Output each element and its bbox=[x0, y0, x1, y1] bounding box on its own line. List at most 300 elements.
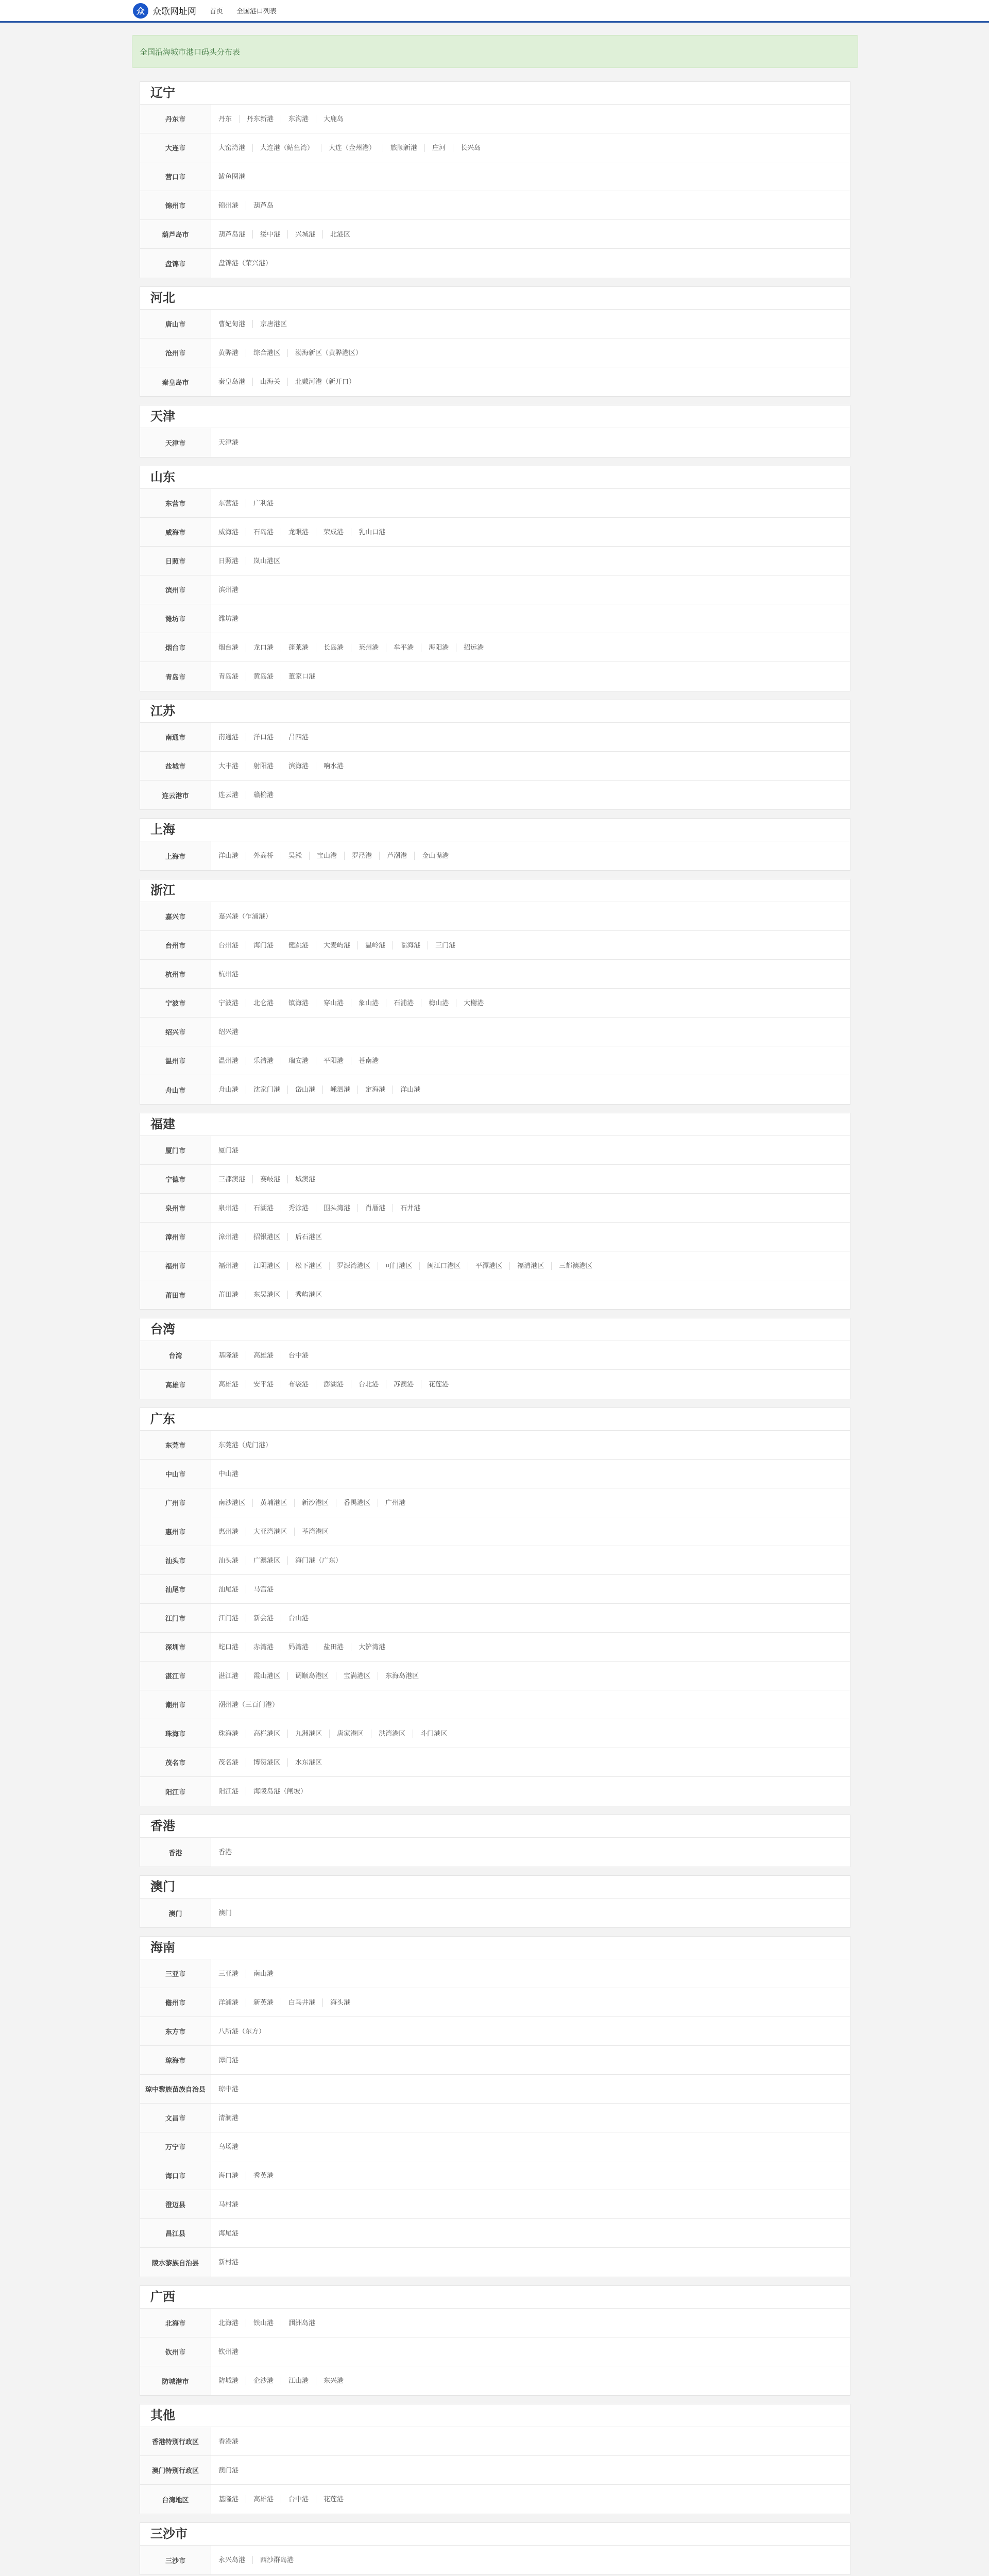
port-list bbox=[211, 220, 365, 248]
port-link[interactable]: 综合港区 bbox=[246, 349, 287, 357]
city-row bbox=[140, 191, 850, 220]
port-link[interactable]: 射阳港 bbox=[246, 762, 281, 770]
port-link[interactable]: 澎湖港 bbox=[316, 1380, 351, 1388]
city-row bbox=[140, 931, 850, 960]
port-link[interactable]: 清澜港 bbox=[218, 2113, 239, 2122]
port-link[interactable]: 绍兴港 bbox=[218, 1027, 239, 1036]
city-name: 沧州市 bbox=[140, 338, 211, 367]
port-link[interactable]: 洋山港 bbox=[218, 852, 239, 859]
port-link[interactable]: 城澳港 bbox=[287, 1175, 322, 1183]
port-link[interactable]: 洋口港 bbox=[246, 733, 281, 741]
port-list bbox=[211, 2161, 288, 2190]
port-link[interactable]: 珠海港 bbox=[218, 1729, 239, 1737]
port-link[interactable]: 高雄港 bbox=[246, 1351, 281, 1360]
port-link[interactable]: 穿山港 bbox=[316, 999, 351, 1007]
city-row bbox=[140, 249, 850, 278]
port-link[interactable]: 外高桥 bbox=[246, 852, 281, 860]
port-link[interactable]: 番禺港区 bbox=[336, 1499, 378, 1507]
city-row bbox=[140, 2046, 850, 2075]
port-link[interactable]: 招银港区 bbox=[246, 1233, 287, 1241]
port-link[interactable]: 烟台港 bbox=[218, 643, 239, 651]
port-link[interactable]: 湛江港 bbox=[218, 1671, 239, 1680]
city-name: 澄迈县 bbox=[140, 2190, 211, 2218]
port-link[interactable]: 肖厝港 bbox=[357, 1204, 393, 1212]
port-link[interactable]: 南沙港区 bbox=[218, 1498, 246, 1506]
port-list bbox=[211, 841, 463, 870]
port-link[interactable]: 大榭港 bbox=[456, 999, 491, 1007]
port-list bbox=[211, 902, 286, 930]
port-link[interactable]: 惠州港 bbox=[218, 1527, 239, 1535]
port-link[interactable]: 高栏港区 bbox=[246, 1730, 287, 1738]
port-link[interactable]: 瑞安港 bbox=[281, 1057, 316, 1065]
port-link[interactable]: 东营港 bbox=[218, 499, 239, 507]
port-link[interactable]: 斗门港区 bbox=[413, 1730, 454, 1738]
port-link[interactable]: 滨州港 bbox=[218, 585, 239, 594]
port-link[interactable]: 渤海新区（黄骅港区） bbox=[287, 349, 369, 357]
port-link[interactable]: 宁波港 bbox=[218, 998, 239, 1007]
province-title: 浙江 bbox=[140, 879, 850, 902]
port-link[interactable]: 石岛港 bbox=[246, 528, 281, 536]
province-section bbox=[140, 405, 850, 457]
port-link[interactable]: 盐田港 bbox=[316, 1643, 351, 1651]
port-list bbox=[211, 2546, 308, 2574]
port-link[interactable]: 东吴港区 bbox=[246, 1291, 287, 1299]
port-list bbox=[211, 1517, 343, 1546]
port-link[interactable]: 葫芦岛 bbox=[246, 201, 281, 210]
port-list bbox=[211, 1633, 400, 1661]
port-link[interactable]: 澳门 bbox=[218, 1909, 232, 1917]
port-list bbox=[211, 518, 400, 546]
port-link[interactable]: 马村港 bbox=[218, 2200, 239, 2208]
port-link[interactable]: 罗泾港 bbox=[344, 852, 379, 860]
port-link[interactable]: 海阳港 bbox=[421, 643, 456, 652]
port-link[interactable]: 霞山港区 bbox=[246, 1672, 287, 1680]
port-link[interactable]: 后石港区 bbox=[287, 1233, 329, 1241]
city-row bbox=[140, 1018, 850, 1046]
port-link[interactable]: 日照港 bbox=[218, 556, 239, 565]
port-link[interactable]: 温州港 bbox=[218, 1056, 239, 1064]
port-link[interactable]: 三亚港 bbox=[218, 1969, 239, 1977]
port-link[interactable]: 海头港 bbox=[322, 1998, 357, 2007]
port-link[interactable]: 钦州港 bbox=[218, 2347, 239, 2355]
port-link[interactable]: 洋山港 bbox=[393, 1086, 428, 1094]
port-link[interactable]: 海口港 bbox=[218, 2171, 239, 2179]
port-link[interactable]: 洪湾港区 bbox=[371, 1730, 413, 1738]
city-name: 东莞市 bbox=[140, 1431, 211, 1459]
city-name: 锦州市 bbox=[140, 191, 211, 219]
port-link[interactable]: 庄河 bbox=[424, 144, 453, 152]
port-link[interactable]: 九洲港区 bbox=[287, 1730, 329, 1738]
nav-link-home[interactable]: 首页 bbox=[210, 7, 224, 15]
port-link[interactable]: 苏澳港 bbox=[386, 1380, 421, 1388]
port-link[interactable]: 茂名港 bbox=[218, 1758, 239, 1766]
port-link[interactable]: 可门港区 bbox=[378, 1262, 419, 1270]
port-list bbox=[211, 604, 253, 633]
port-link[interactable]: 罗源湾港区 bbox=[329, 1262, 378, 1270]
port-list bbox=[211, 1748, 336, 1776]
province-title: 三沙市 bbox=[140, 2523, 850, 2546]
port-link[interactable]: 海门港 bbox=[246, 941, 281, 950]
port-list bbox=[211, 2309, 330, 2337]
port-link[interactable]: 台中港 bbox=[281, 1351, 316, 1360]
city-row bbox=[140, 1633, 850, 1662]
city-row bbox=[140, 2546, 850, 2574]
port-link[interactable]: 广澳港区 bbox=[246, 1556, 287, 1565]
port-link[interactable]: 滨海港 bbox=[281, 762, 316, 770]
province-title: 澳门 bbox=[140, 1876, 850, 1899]
city-row bbox=[140, 1575, 850, 1604]
city-name: 嘉兴市 bbox=[140, 902, 211, 930]
port-link[interactable]: 葫芦岛港 bbox=[218, 230, 246, 238]
port-link[interactable]: 厦门港 bbox=[218, 1146, 239, 1154]
city-row bbox=[140, 1223, 850, 1251]
port-link[interactable]: 东莞港（虎门港） bbox=[218, 1440, 272, 1449]
port-list bbox=[211, 2366, 358, 2395]
port-link[interactable]: 马宫港 bbox=[246, 1585, 281, 1594]
city-name: 东方市 bbox=[140, 2017, 211, 2045]
port-link[interactable]: 吕四港 bbox=[281, 733, 316, 741]
city-row bbox=[140, 2132, 850, 2161]
city-row bbox=[140, 1251, 850, 1280]
port-list bbox=[211, 367, 370, 396]
city-row bbox=[140, 1838, 850, 1867]
port-link[interactable]: 西沙群岛港 bbox=[252, 2556, 301, 2564]
port-link[interactable]: 乐清港 bbox=[246, 1057, 281, 1065]
port-link[interactable]: 石井港 bbox=[393, 1204, 428, 1212]
port-link[interactable]: 台中港 bbox=[281, 2495, 316, 2503]
port-link[interactable]: 企沙港 bbox=[246, 2377, 281, 2385]
port-link[interactable]: 赣榆港 bbox=[246, 791, 281, 799]
port-link[interactable]: 阳江港 bbox=[218, 1787, 239, 1795]
port-link[interactable]: 东海岛港区 bbox=[378, 1672, 426, 1680]
port-link[interactable]: 沈家门港 bbox=[246, 1086, 287, 1094]
port-link[interactable]: 长兴岛 bbox=[453, 144, 488, 152]
port-link[interactable]: 防城港 bbox=[218, 2377, 239, 2384]
port-list bbox=[211, 2456, 253, 2484]
port-link[interactable]: 舟山港 bbox=[218, 1086, 239, 1093]
port-link[interactable]: 台山港 bbox=[281, 1614, 316, 1622]
port-link[interactable]: 响水港 bbox=[316, 762, 351, 770]
port-link[interactable]: 琼中港 bbox=[218, 2084, 239, 2093]
port-link[interactable]: 汕头港 bbox=[218, 1556, 239, 1564]
port-link[interactable]: 荃湾港区 bbox=[294, 1528, 336, 1536]
port-link[interactable]: 新沙港区 bbox=[294, 1499, 336, 1507]
port-link[interactable]: 莱州港 bbox=[351, 643, 386, 652]
port-link[interactable]: 黄埔港区 bbox=[252, 1499, 294, 1507]
port-link[interactable]: 黄岛港 bbox=[246, 672, 281, 681]
port-link[interactable]: 威海港 bbox=[218, 528, 239, 536]
city-row bbox=[140, 2017, 850, 2046]
port-link[interactable]: 妈湾港 bbox=[281, 1643, 316, 1651]
port-link[interactable]: 香港港 bbox=[218, 2437, 239, 2445]
port-link[interactable]: 黄骅港 bbox=[218, 348, 239, 357]
port-link[interactable]: 白马井港 bbox=[281, 1998, 322, 2007]
city-row bbox=[140, 1690, 850, 1719]
port-link[interactable]: 天津港 bbox=[218, 438, 239, 446]
city-name: 秦皇岛市 bbox=[140, 367, 211, 396]
port-link[interactable]: 江山港 bbox=[281, 2377, 316, 2385]
port-link[interactable]: 兴城港 bbox=[287, 230, 322, 239]
city-row bbox=[140, 2337, 850, 2366]
port-list bbox=[211, 1431, 286, 1459]
province-title: 广东 bbox=[140, 1408, 850, 1431]
port-link[interactable]: 大鹿岛 bbox=[316, 115, 351, 123]
port-link[interactable]: 岱山港 bbox=[287, 1086, 322, 1094]
city-name: 中山市 bbox=[140, 1460, 211, 1488]
port-link[interactable]: 海尾港 bbox=[218, 2229, 239, 2237]
port-list bbox=[211, 752, 358, 780]
port-link[interactable]: 平潭港区 bbox=[468, 1262, 509, 1270]
port-link[interactable]: 澳门港 bbox=[218, 2466, 239, 2474]
port-link[interactable]: 赛岐港 bbox=[252, 1175, 287, 1183]
port-link[interactable]: 福州港 bbox=[218, 1261, 239, 1269]
city-row bbox=[140, 1517, 850, 1546]
city-row bbox=[140, 2248, 850, 2277]
port-link[interactable]: 北港区 bbox=[322, 230, 357, 239]
port-link[interactable]: 丹东新港 bbox=[239, 115, 281, 123]
port-link[interactable]: 花莲港 bbox=[421, 1380, 456, 1388]
port-link[interactable]: 牟平港 bbox=[386, 643, 421, 652]
city-name: 琼中黎族苗族自治县 bbox=[140, 2075, 211, 2103]
port-link[interactable]: 南通港 bbox=[218, 733, 239, 741]
port-link[interactable]: 温岭港 bbox=[357, 941, 393, 950]
province-list bbox=[132, 81, 858, 2575]
port-link[interactable]: 北仑港 bbox=[246, 999, 281, 1007]
port-link[interactable]: 八所港（东方） bbox=[218, 2027, 266, 2035]
port-link[interactable]: 新英港 bbox=[246, 1998, 281, 2007]
port-link[interactable]: 秀英港 bbox=[246, 2172, 281, 2180]
port-link[interactable]: 绥中港 bbox=[252, 230, 287, 239]
port-link[interactable]: 大连港（鲇鱼湾） bbox=[252, 144, 321, 152]
city-row bbox=[140, 662, 850, 691]
port-link[interactable]: 岚山港区 bbox=[246, 557, 287, 565]
city-name: 儋州市 bbox=[140, 1988, 211, 2016]
port-list bbox=[211, 2046, 253, 2074]
port-link[interactable]: 锦州港 bbox=[218, 201, 239, 209]
port-link[interactable]: 乌场港 bbox=[218, 2142, 239, 2150]
port-link[interactable]: 海门港（广东） bbox=[287, 1556, 349, 1565]
port-link[interactable]: 盘锦港（荣兴港） bbox=[218, 259, 272, 267]
port-list bbox=[211, 960, 253, 988]
port-link[interactable]: 江阴港区 bbox=[246, 1262, 287, 1270]
port-link[interactable]: 三都澳港 bbox=[218, 1175, 246, 1183]
port-link[interactable]: 涠洲岛港 bbox=[281, 2319, 322, 2327]
port-link[interactable]: 龙眼港 bbox=[281, 528, 316, 536]
port-list bbox=[211, 2132, 253, 2161]
province-title: 其他 bbox=[140, 2404, 850, 2427]
port-link[interactable]: 定海港 bbox=[357, 1086, 393, 1094]
port-link[interactable]: 石浦港 bbox=[386, 999, 421, 1007]
port-link[interactable]: 东兴港 bbox=[316, 2377, 351, 2385]
port-link[interactable]: 丹东 bbox=[218, 114, 232, 123]
port-link[interactable]: 大麦屿港 bbox=[316, 941, 357, 950]
port-link[interactable]: 广利港 bbox=[246, 499, 281, 507]
port-link[interactable]: 博贺港区 bbox=[246, 1758, 287, 1767]
port-link[interactable]: 董家口港 bbox=[281, 672, 322, 681]
port-link[interactable]: 健跳港 bbox=[281, 941, 316, 950]
port-link[interactable]: 台州港 bbox=[218, 941, 239, 949]
port-link[interactable]: 苍南港 bbox=[351, 1057, 386, 1065]
port-link[interactable]: 新村港 bbox=[218, 2258, 239, 2266]
province-section bbox=[140, 1113, 850, 1310]
port-link[interactable]: 新会港 bbox=[246, 1614, 281, 1622]
city-name: 昌江县 bbox=[140, 2219, 211, 2247]
port-link[interactable]: 海陵岛港（闸坡） bbox=[246, 1787, 314, 1795]
port-link[interactable]: 大窑湾港 bbox=[218, 143, 246, 151]
port-link[interactable]: 京唐港区 bbox=[252, 320, 294, 328]
port-link[interactable]: 东沟港 bbox=[281, 115, 316, 123]
port-link[interactable]: 金山嘴港 bbox=[414, 852, 456, 860]
port-link[interactable]: 潍坊港 bbox=[218, 614, 239, 622]
port-link[interactable]: 莆田港 bbox=[218, 1291, 239, 1298]
city-row bbox=[140, 2190, 850, 2219]
port-link[interactable]: 广州港 bbox=[378, 1499, 413, 1507]
port-link[interactable]: 调顺岛港区 bbox=[287, 1672, 336, 1680]
port-link[interactable]: 汕尾港 bbox=[218, 1585, 239, 1593]
port-link[interactable]: 基隆港 bbox=[218, 2495, 239, 2503]
port-list bbox=[211, 1575, 288, 1603]
port-list bbox=[211, 191, 288, 219]
port-link[interactable]: 三门港 bbox=[428, 941, 463, 950]
city-row bbox=[140, 1075, 850, 1104]
port-link[interactable]: 宝满港区 bbox=[336, 1672, 378, 1680]
port-link[interactable]: 大丰港 bbox=[218, 761, 239, 770]
port-list bbox=[211, 1194, 435, 1222]
port-link[interactable]: 石湖港 bbox=[246, 1204, 281, 1212]
port-link[interactable]: 大亚湾港区 bbox=[246, 1528, 294, 1536]
port-link[interactable]: 高雄港 bbox=[246, 2495, 281, 2503]
port-link[interactable]: 潮州港（三百门港） bbox=[218, 1700, 279, 1708]
province-section bbox=[140, 818, 850, 871]
port-link[interactable]: 蛇口港 bbox=[218, 1642, 239, 1651]
port-link[interactable]: 长岛港 bbox=[316, 643, 351, 652]
port-link[interactable]: 大连（金州港） bbox=[321, 144, 383, 152]
province-title: 福建 bbox=[140, 1113, 850, 1136]
port-link[interactable]: 南山港 bbox=[246, 1970, 281, 1978]
port-list bbox=[211, 1719, 462, 1748]
port-link[interactable]: 围头湾港 bbox=[316, 1204, 357, 1212]
port-link[interactable]: 镇海港 bbox=[281, 999, 316, 1007]
port-link[interactable]: 铁山港 bbox=[246, 2319, 281, 2327]
port-link[interactable]: 基隆港 bbox=[218, 1351, 239, 1359]
port-link[interactable]: 曹妃甸港 bbox=[218, 319, 246, 328]
city-row bbox=[140, 1546, 850, 1575]
province-section bbox=[140, 2404, 850, 2514]
province-section bbox=[140, 2522, 850, 2575]
city-name: 厦门市 bbox=[140, 1136, 211, 1164]
port-link[interactable]: 嘉兴港（乍浦港） bbox=[218, 912, 272, 920]
port-link[interactable]: 松下港区 bbox=[287, 1262, 329, 1270]
city-row bbox=[140, 1988, 850, 2017]
city-name: 珠海市 bbox=[140, 1719, 211, 1748]
port-link[interactable]: 漳州港 bbox=[218, 1232, 239, 1241]
port-list bbox=[211, 1959, 288, 1988]
city-row bbox=[140, 575, 850, 604]
port-link[interactable]: 北海港 bbox=[218, 2318, 239, 2327]
port-link[interactable]: 永兴岛港 bbox=[218, 2556, 246, 2564]
port-link[interactable]: 水东港区 bbox=[287, 1758, 329, 1767]
port-link[interactable]: 宝山港 bbox=[309, 852, 344, 860]
port-link[interactable]: 梅山港 bbox=[421, 999, 456, 1007]
city-name: 连云港市 bbox=[140, 781, 211, 809]
city-name: 惠州市 bbox=[140, 1517, 211, 1546]
port-list bbox=[211, 338, 377, 367]
city-row bbox=[140, 604, 850, 633]
port-link[interactable]: 连云港 bbox=[218, 791, 239, 799]
port-link[interactable]: 龙口港 bbox=[246, 643, 281, 652]
port-link[interactable]: 平阳港 bbox=[316, 1057, 351, 1065]
city-row bbox=[140, 960, 850, 989]
port-link[interactable]: 临海港 bbox=[393, 941, 428, 950]
port-link[interactable]: 象山港 bbox=[351, 999, 386, 1007]
port-link[interactable]: 秀涂港 bbox=[281, 1204, 316, 1212]
port-link[interactable]: 福清港区 bbox=[509, 1262, 551, 1270]
port-link[interactable]: 芦潮港 bbox=[379, 852, 414, 860]
port-link[interactable]: 台北港 bbox=[351, 1380, 386, 1388]
port-list bbox=[211, 2219, 253, 2247]
province-section bbox=[140, 466, 850, 691]
nav-link-ports[interactable]: 全国港口列表 bbox=[236, 7, 277, 15]
port-link[interactable]: 布袋港 bbox=[281, 1380, 316, 1388]
city-row bbox=[140, 1777, 850, 1806]
city-row bbox=[140, 220, 850, 249]
port-link[interactable]: 香港 bbox=[218, 1848, 232, 1856]
port-link[interactable]: 青岛港 bbox=[218, 672, 239, 680]
port-list bbox=[211, 1604, 323, 1632]
port-link[interactable]: 招远港 bbox=[456, 643, 491, 652]
port-link[interactable]: 山海关 bbox=[252, 378, 287, 386]
city-row bbox=[140, 489, 850, 518]
port-link[interactable]: 杭州港 bbox=[218, 970, 239, 978]
port-link[interactable]: 乳山口港 bbox=[351, 528, 393, 536]
port-link[interactable]: 荣成港 bbox=[316, 528, 351, 536]
port-list bbox=[211, 2485, 358, 2514]
site-logo[interactable] bbox=[133, 3, 196, 19]
port-link[interactable]: 三都澳港区 bbox=[551, 1262, 600, 1270]
port-list bbox=[211, 1018, 253, 1046]
port-link[interactable]: 闽江口港区 bbox=[419, 1262, 468, 1270]
city-name: 澳门 bbox=[140, 1899, 211, 1927]
city-name: 宁波市 bbox=[140, 989, 211, 1017]
port-link[interactable]: 中山港 bbox=[218, 1469, 239, 1478]
port-link[interactable]: 秦皇岛港 bbox=[218, 378, 246, 385]
port-link[interactable]: 大铲湾港 bbox=[351, 1643, 393, 1651]
port-link[interactable]: 唐家港区 bbox=[329, 1730, 371, 1738]
port-list bbox=[211, 2075, 253, 2103]
province-title: 天津 bbox=[140, 405, 850, 428]
port-link[interactable]: 蓬莱港 bbox=[281, 643, 316, 652]
port-link[interactable]: 秀屿港区 bbox=[287, 1291, 329, 1299]
port-link[interactable]: 高雄港 bbox=[218, 1380, 239, 1388]
port-link[interactable]: 安平港 bbox=[246, 1380, 281, 1388]
port-link[interactable]: 吴淞 bbox=[281, 852, 309, 860]
port-link[interactable]: 潭门港 bbox=[218, 2056, 239, 2064]
port-link[interactable]: 赤湾港 bbox=[246, 1643, 281, 1651]
port-link[interactable]: 鲅鱼圈港 bbox=[218, 172, 246, 180]
port-link[interactable]: 洋浦港 bbox=[218, 1998, 239, 2006]
city-name: 香港特别行政区 bbox=[140, 2427, 211, 2455]
port-link[interactable]: 花莲港 bbox=[316, 2495, 351, 2503]
port-list bbox=[211, 1280, 336, 1309]
city-name: 三亚市 bbox=[140, 1959, 211, 1988]
port-link[interactable]: 北戴河港（新开口） bbox=[287, 378, 363, 386]
city-row bbox=[140, 2485, 850, 2514]
city-name: 泉州市 bbox=[140, 1194, 211, 1222]
port-link[interactable]: 江门港 bbox=[218, 1614, 239, 1622]
port-link[interactable]: 泉州港 bbox=[218, 1204, 239, 1212]
port-link[interactable]: 旅顺新港 bbox=[383, 144, 424, 152]
port-link[interactable]: 嵊泗港 bbox=[322, 1086, 357, 1094]
